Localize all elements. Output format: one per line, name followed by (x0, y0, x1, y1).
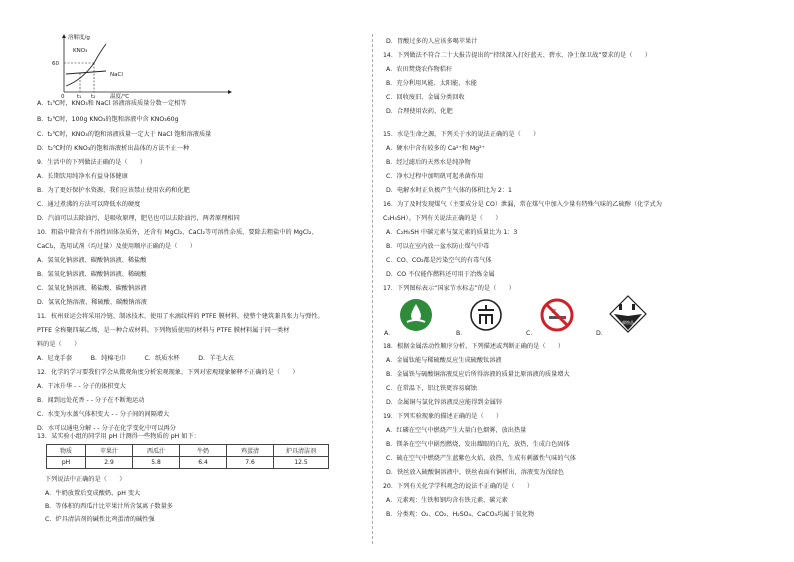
q15-stem: 15．水是生命之源，下列关于水的说法正确的是（ ） (383, 131, 540, 138)
table-cell: 牛奶 (180, 445, 227, 457)
q10-stem-cont: CaCl₂，选用试剂（均过量）及使用顺序正确的是（ ） (37, 243, 196, 250)
q18-stem: 18．根据金属活动性顺序分析，下列描述或判断正确的是（ ） (383, 343, 565, 350)
q10-option-a: A．氢氧化钠溶液、碳酸钠溶液、稀盐酸 (37, 257, 147, 264)
chart-ytick: 60 (52, 61, 59, 67)
table-cell: 6.4 (180, 457, 227, 469)
q19-option-a: A．红磷在空气中燃烧产生大量白色烟雾，放出热量 (386, 427, 527, 434)
nacl-curve (66, 71, 106, 74)
q10-option-b: B．氢氧化钠溶液、碳酸钠溶液、稀硫酸 (37, 271, 147, 278)
q18-option-a: A．金属钛能与稀硫酸反应生成硫酸钛溶液 (386, 357, 502, 364)
solubility-chart (44, 30, 234, 100)
q18-option-d: D．金属铜与氯化锌溶液反应能得到金属锌 (386, 399, 503, 406)
q16-option-c: C．CO、CO₂都是污染空气的有毒气体 (386, 257, 492, 264)
table-cell: 2.9 (86, 457, 133, 469)
q17-option-a-label: A． (384, 330, 395, 337)
q13-stem: 13．某实验小组的同学用 pH 计测得一些物质的 pH 如下： (37, 433, 200, 440)
table-cell: 苹果汁 (86, 445, 133, 457)
q14-stem: 14．下列做法不符合二十大报告提出的“持续深入打好蓝天、碧水、净土保卫战”要求的是（ ） (383, 52, 651, 59)
q9-option-b: B．为了更好保护水资源，我们应该禁止使用农药和化肥 (37, 187, 190, 194)
q13-option-d: D．胃酸过多的人应该多喝苹果汁 (386, 38, 478, 45)
table-cell: 5.8 (133, 457, 180, 469)
q9-option-a: A．长期饮用纯净水有益身体健康 (37, 173, 128, 180)
q11-stem-cont: PTFE 全称聚四氟乙烯，是一种合成材料。下列物质使用的材料与 PTFE 膜材料属于同一类材 (37, 327, 290, 334)
chart-xlabel: 温度/℃ (110, 94, 130, 100)
q15-option-c: C．净水过程中加明矾可起杀菌作用 (386, 173, 484, 180)
q8-option-d: D．t₂℃时的 KNO₃的饱和溶液析出晶体的方法不止一种 (37, 145, 190, 152)
q14-option-b: B．充分利用风能、太阳能、水能 (386, 80, 477, 87)
q10-stem: 10．粗盐中除含有不溶性固体杂质外，还含有 MgCl₂、CaCl₂等可溶性杂质，要除去粗盐中的 MgCl₂、 (37, 229, 318, 236)
q16-stem-cont: C₂H₅SH）。下列有关说法正确的是（ ） (383, 215, 502, 222)
q18-option-c: C．在常温下，铝比铁更容易腐蚀 (386, 385, 477, 392)
q9-option-d: D．汽油可以去除油污，是吸收原理，肥皂也可以去除油污，两者原理相同 (37, 215, 240, 222)
q20-option-a: A．元素观：生铁和钢均含有铁元素、碳元素 (386, 497, 508, 504)
water-saving-icon (399, 298, 433, 332)
chart-nacl-label: NaCl (110, 72, 123, 78)
q13-option-c: C．炉具清洁剂的碱性比鸡蛋清的碱性强 (45, 516, 155, 523)
q16-option-d: D．CO 不仅能作燃料还可用于冶炼金属 (386, 271, 495, 278)
table-cell: 7.6 (227, 457, 274, 469)
ph-table (46, 444, 329, 469)
table-cell: 鸡蛋清 (227, 445, 274, 457)
table-cell: 西瓜汁 (133, 445, 180, 457)
q18-option-b: B．金属铁与硫酸铜溶液反应后所得溶液的质量比原溶液的质量增大 (386, 371, 570, 378)
q9-stem: 9．生活中的下列做法正确的是（ ） (37, 159, 147, 166)
q17-stem: 17．下列图标表示“国家节水标志”的是（ ） (383, 285, 515, 292)
q12-option-b: B．闻到远处花香 - - 分子在不断地运动 (37, 397, 145, 404)
q19-option-d: D．铁丝放入硫酸铜溶液中，铁丝表面有铜析出，溶液变为浅绿色 (386, 469, 565, 476)
q9-option-c: C．通过煮沸的方法可以降低水的硬度 (37, 201, 141, 208)
table-cell: pH (47, 457, 86, 469)
column-divider (372, 34, 373, 544)
q19-stem: 19．下列实验现象的描述正确的是（ ） (383, 413, 503, 420)
q14-option-d: D．合理使用农药、化肥 (386, 108, 453, 115)
chart-xtick-0: 0 (61, 94, 65, 100)
q14-option-c: C．回收废旧、金属分类回收 (386, 94, 465, 101)
q11-stem: 11．杭州亚运会将采用冷链、制冰技术、使用了水滴纹样的 PTFE 膜材料，使整个建筑兼具张力与弹性。 (37, 313, 324, 320)
recycling-mark-icon (469, 298, 503, 332)
q11-options: A．尼龙手套 B．纯棉毛巾 C．纸质水杯 D．羊毛大衣 (37, 355, 234, 362)
q16-option-a: A．C₂H₅SH 中碳元素与氢元素的质量比为 1：3 (386, 229, 518, 236)
q16-stem: 16．为了及时发现煤气（主要成分是 CO）泄漏，常在煤气中加入少量有特殊气味的乙硫醇（化学式为 (383, 201, 662, 208)
table-cell: 炉具清洁剂 (274, 445, 329, 457)
q20-option-b: B．分类观：O₂、CO₂、H₂SO₄、CaCO₃均属于氧化物 (386, 511, 535, 518)
q16-option-b: B．可以在室内放一盆水防止煤气中毒 (386, 243, 490, 250)
q17-option-d-label: D． (596, 330, 607, 337)
q13-question: 下列说法中正确的是（ ） (45, 476, 126, 483)
q11-stem-cont2: 料的是（ ） (37, 341, 81, 348)
chart-xtick-t2: t₂ (91, 94, 96, 100)
chart-xtick-t1: t₁ (77, 94, 82, 100)
q13-option-a: A．牛奶放置后变成酸奶，pH 变大 (45, 490, 141, 497)
q19-option-b: B．镁条在空气中剧烈燃烧，发出耀眼的白光，放热，生成白色固体 (386, 441, 570, 448)
q12-option-d: D．水可以通电分解 - - 分子在化学变化中可以再分 (37, 425, 176, 432)
chart-ylabel: 溶解度/g (68, 35, 90, 41)
ph-table-value-row (47, 457, 329, 469)
q10-option-c: C．氢氧化钠溶液、稀盐酸、碳酸钠溶液 (37, 285, 147, 292)
table-cell: 12.5 (274, 457, 329, 469)
corrosive-icon (608, 294, 648, 334)
q10-option-d: D．氢氧化钠溶液、稀硫酸、碳酸钠溶液 (37, 299, 147, 306)
q12-option-c: C．水变为水蒸气体积变大 - - 分子间的间隔增大 (37, 411, 170, 418)
q8-option-c: C．t₂℃时，KNO₃的饱和溶液质量一定大于 NaCl 饱和溶液质量 (37, 131, 212, 138)
q12-stem: 12．化学的学习要我们学会从微观角度分析宏观现象，下列对宏观现象解释不正确的是（ ） (37, 369, 299, 376)
q15-option-d: D．电解水时正负极产生气体的体积比为 2：1 (386, 187, 512, 194)
q14-option-a: A．农田焚烧农作物秸秆 (386, 66, 453, 73)
q20-stem: 20．下列有关化学学科观念的说法不正确的是（ ） (383, 483, 534, 490)
q17-option-b-label: B． (456, 330, 467, 337)
corrosive-icon-label: 腐蚀品 (622, 320, 634, 325)
q8-option-a: A．t₁℃时，KNO₃和 NaCl 溶液溶质质量分数一定相等 (37, 100, 187, 107)
q19-option-c: C．硫在空气中燃烧产生蓝紫色火焰，放热，生成有刺激性气味的气体 (386, 455, 576, 462)
q17-option-c-label: C． (526, 330, 537, 337)
q15-option-b: B．经过滤后的天然水是纯净物 (386, 159, 471, 166)
q8-option-b: B．t₂℃时，100g KNO₃的饱和溶液中含 KNO₃60g (37, 116, 179, 123)
q15-option-a: A．硬水中含有较多的 Ca²⁺和 Mg²⁺ (386, 145, 485, 152)
no-smoking-icon (540, 298, 574, 332)
q13-option-b: B．等体积的西瓜汁比苹果汁所含氢离子数量多 (45, 503, 173, 510)
ph-table-header-row (47, 445, 329, 457)
chart-kno3-label: KNO₃ (73, 48, 88, 54)
table-cell: 物质 (47, 445, 86, 457)
q12-option-a: A．干冰升华 - - 分子的体积变大 (37, 383, 126, 390)
